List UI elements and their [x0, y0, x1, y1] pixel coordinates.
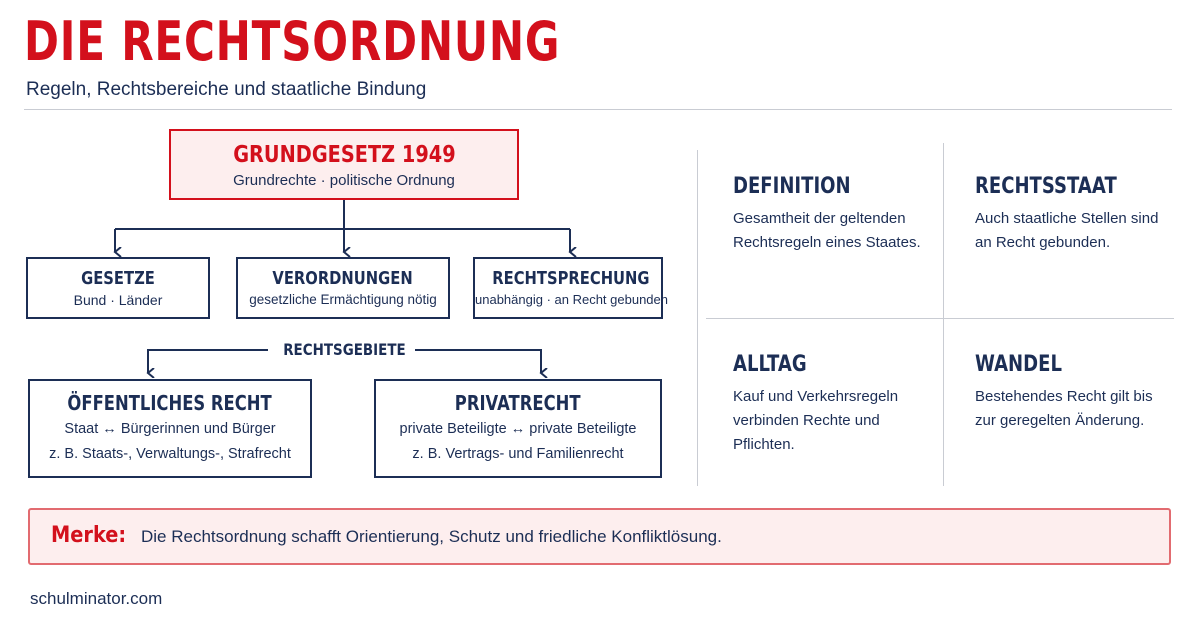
card-title: DEFINITION [733, 174, 851, 199]
panel-divider-center [943, 143, 944, 486]
card-title: WANDEL [975, 352, 1062, 377]
merke-text: Die Rechtsordnung schafft Orientierung, Schutz und friedliche Konfliktlösung. [141, 527, 722, 546]
card-definition [733, 174, 933, 255]
area-title: PRIVATRECHT [455, 391, 581, 415]
root-title: GRUNDGESETZ 1949 [232, 142, 456, 168]
card-rechtsstaat [975, 174, 1175, 255]
arrow-to-privatrecht [415, 350, 541, 373]
areas-label: RECHTSGEBIETE [283, 340, 406, 359]
card-text: Auch staatliche Stellen sind an Recht gebunden. [975, 210, 1159, 251]
arrow-to-oeffentliches-recht [148, 350, 268, 373]
page-title: DIE RECHTSORDNUNG [24, 10, 561, 73]
card-text: Gesamtheit der geltenden Rechtsregeln eines Staates. [733, 210, 921, 251]
card-text: Kauf und Verkehrsregeln verbinden Rechte und Pflichten. [733, 388, 899, 453]
area-box-privatrecht [374, 379, 662, 478]
root-box-grundgesetz [169, 129, 519, 200]
panel-divider-left [697, 150, 698, 486]
merke-box [28, 508, 1171, 565]
area-line-1: private Beteiligte ↔ private Beteiligte [399, 421, 637, 437]
area-box-oeffentliches-recht [28, 379, 312, 478]
page-subtitle: Regeln, Rechtsbereiche und staatliche Bindung [26, 79, 427, 100]
source-title: RECHTSPRECHUNG [492, 268, 650, 289]
source-box-rechtsprechung [473, 257, 668, 319]
source-box-gesetze [26, 257, 210, 319]
source-subtitle: Bund · Länder [73, 292, 163, 308]
source-box-verordnungen [236, 257, 450, 319]
source-subtitle: gesetzliche Ermächtigung nötig [249, 292, 437, 307]
source-subtitle: unabhängig · an Recht gebunden [475, 292, 668, 307]
area-line-1: Staat ↔ Bürgerinnen und Bürger [64, 421, 276, 437]
card-text: Bestehendes Recht gilt bis zur geregelten Änderung. [975, 388, 1153, 429]
footer-source: schulminator.com [30, 589, 163, 608]
area-title: ÖFFENTLICHES RECHT [67, 391, 273, 415]
area-line-2: z. B. Vertrags- und Familienrecht [412, 446, 624, 462]
panel-divider-horizontal [706, 318, 1174, 319]
card-title: RECHTSSTAAT [975, 174, 1117, 199]
card-title: ALLTAG [733, 352, 807, 377]
root-subtitle: Grundrechte · politische Ordnung [233, 172, 455, 189]
card-alltag [733, 352, 933, 457]
source-title: GESETZE [81, 268, 155, 289]
area-line-2: z. B. Staats-, Verwaltungs-, Strafrecht [49, 446, 291, 462]
card-wandel [975, 352, 1175, 433]
merke-label: Merke: [51, 523, 127, 548]
source-title: VERORDNUNGEN [272, 268, 414, 289]
